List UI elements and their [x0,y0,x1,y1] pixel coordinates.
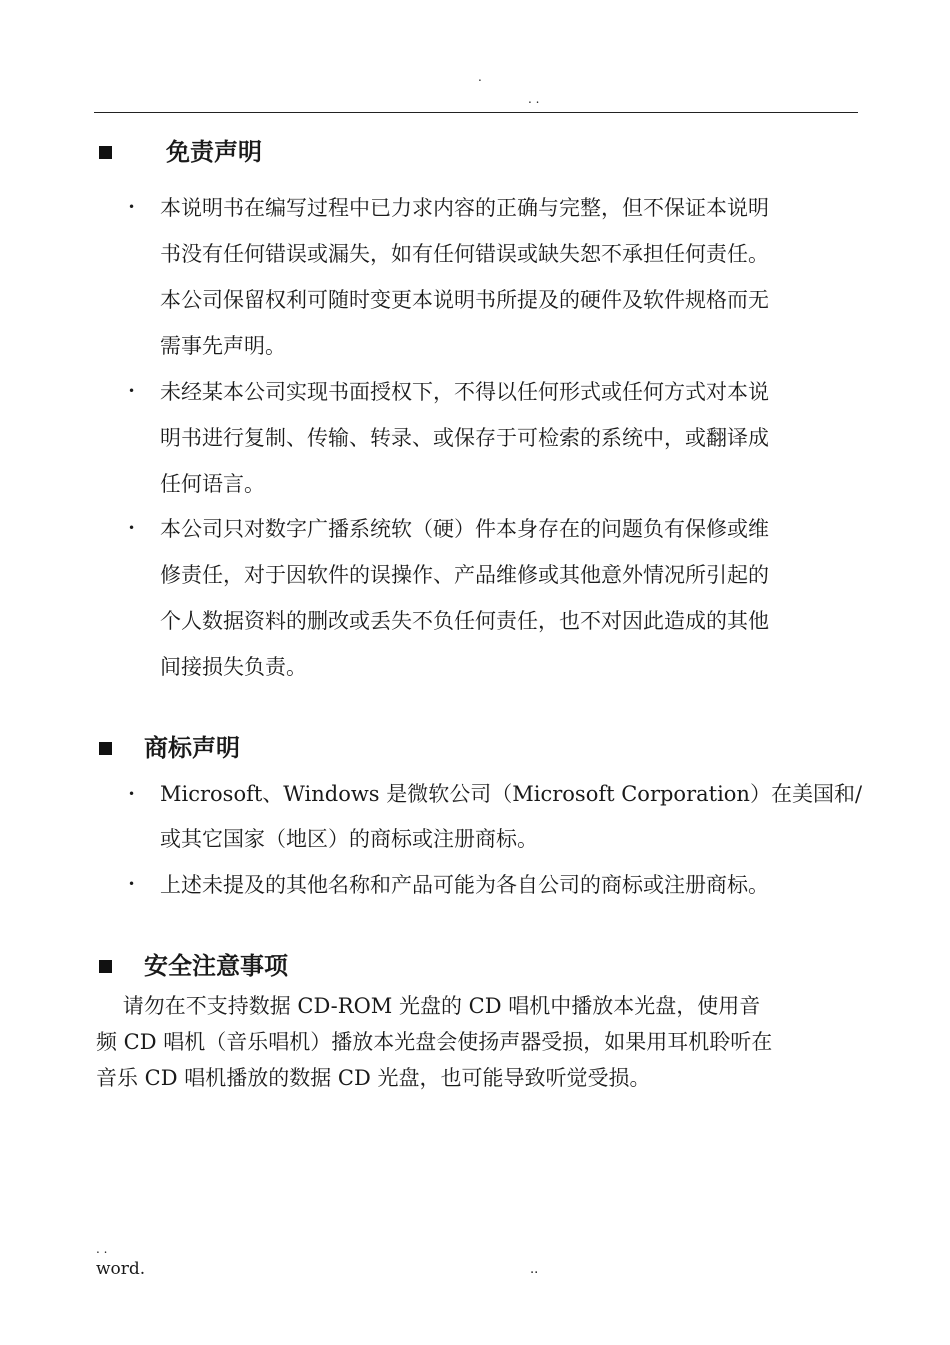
disclaimer-item-3-line-3: 个人数据资料的删改或丢失不负任何责任，也不对因此造成的其他 [160,609,769,633]
disclaimer-item-1-line-3: 本公司保留权利可随时变更本说明书所提及的硬件及软件规格而无 [160,288,769,312]
section-title-disclaimer: 免责声明 [166,137,262,166]
disclaimer-item-3-line-2: 修责任，对于因软件的误操作、产品维修或其他意外情况所引起的 [160,563,769,587]
disclaimer-item-1-line-2: 书没有任何错误或漏失，如有任何错误或缺失恕不承担任何责任。 [160,242,769,266]
trademark-item-2-line-1: 上述未提及的其他名称和产品可能为各自公司的商标或注册商标。 [160,873,769,897]
footer-dots: . . [96,1242,108,1256]
section-title-safety: 安全注意事项 [144,951,288,980]
bullet-marker: • [128,877,136,891]
footer-text: word. [96,1259,146,1279]
bullet-marker: • [128,200,136,214]
disclaimer-item-3-line-4: 间接损失负责。 [160,655,307,679]
trademark-item-1-line-2: 或其它国家（地区）的商标或注册商标。 [160,827,538,851]
trademark-item-1-line-1: Microsoft、Windows 是微软公司（Microsoft Corporation）在美国和/ [160,782,863,806]
safety-line-3: 音乐 CD 唱机播放的数据 CD 光盘，也可能导致听觉受损。 [96,1066,651,1090]
section-marker-safety [99,960,112,973]
header-rule [94,112,858,113]
disclaimer-item-2-line-3: 任何语言。 [160,472,265,496]
disclaimer-item-2-line-2: 明书进行复制、传输、转录、或保存于可检索的系统中，或翻译成 [160,426,769,450]
footer-center-dots: .. [530,1262,539,1277]
safety-line-2: 频 CD 唱机（音乐唱机）播放本光盘会使扬声器受损，如果用耳机聆听在 [96,1030,773,1054]
header-dot: . [478,70,482,84]
header-dots: . . [528,92,540,106]
bullet-marker: • [128,384,136,398]
safety-line-1: 请勿在不支持数据 CD-ROM 光盘的 CD 唱机中播放本光盘，使用音 [96,994,761,1018]
section-marker-trademark [99,742,112,755]
disclaimer-item-3-line-1: 本公司只对数字广播系统软（硬）件本身存在的问题负有保修或维 [160,517,769,541]
section-title-trademark: 商标声明 [144,733,240,762]
section-marker-disclaimer [99,146,112,159]
disclaimer-item-2-line-1: 未经某本公司实现书面授权下，不得以任何形式或任何方式对本说 [160,380,769,404]
disclaimer-item-1-line-1: 本说明书在编写过程中已力求内容的正确与完整，但不保证本说明 [160,196,769,220]
bullet-marker: • [128,521,136,535]
bullet-marker: • [128,787,136,801]
disclaimer-item-1-line-4: 需事先声明。 [160,334,286,358]
